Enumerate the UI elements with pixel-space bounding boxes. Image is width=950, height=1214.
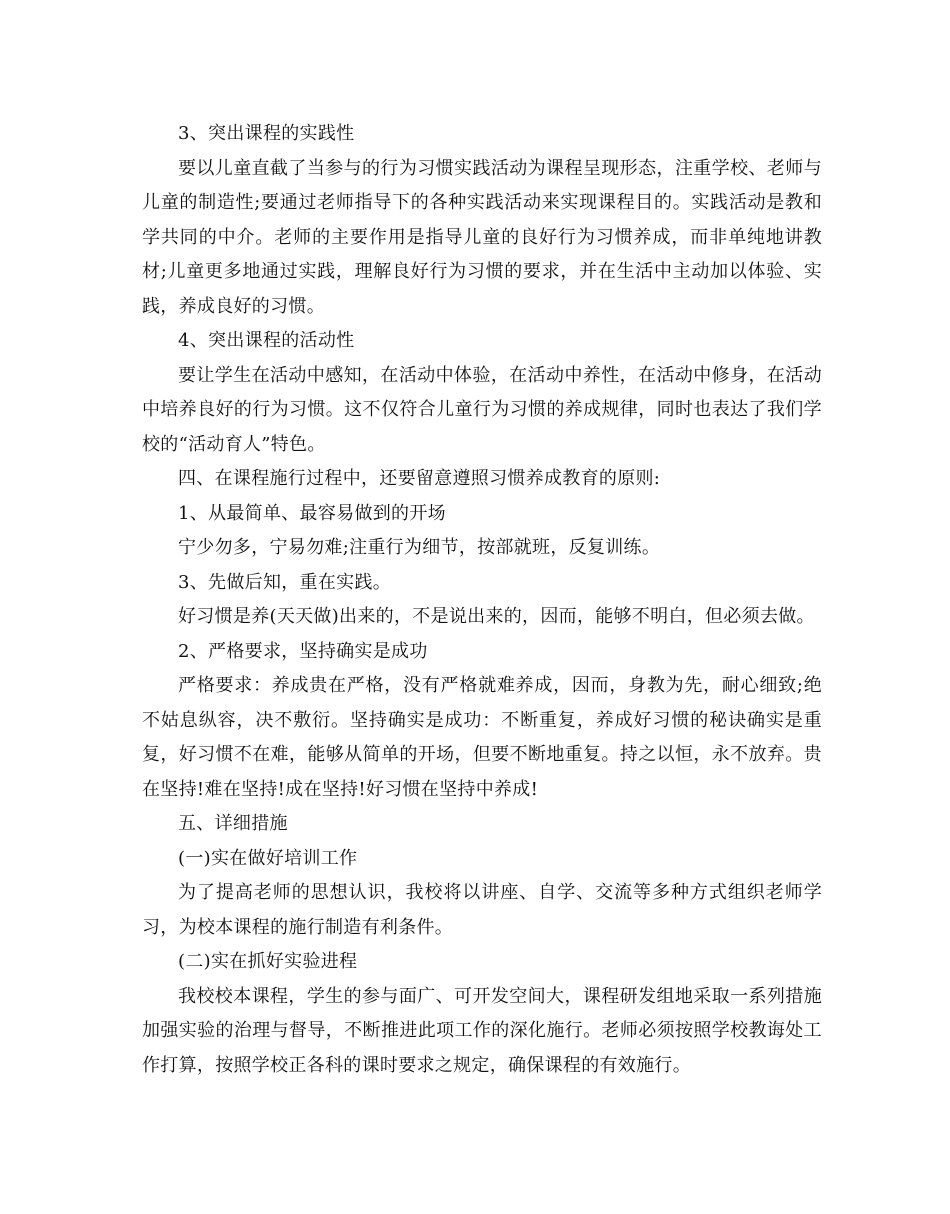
- document-body: [142, 117, 822, 1083]
- heading-practicality: 3、突出课程的实践性: [178, 123, 355, 144]
- principle-1-heading: 1、从最简单、最容易做到的开场: [178, 502, 446, 524]
- principle-3-text: 好习惯是养(天天做)出来的，不是说出来的，因而，能够不明白，但必须去做。: [178, 606, 815, 627]
- measure-1-text: 为了提高老师的思想认识，我校将以讲座、自学、交流等多种方式组织老师学习，为校本课程的施行制造有利条件。: [142, 882, 822, 938]
- heading-measures: 五、详细措施: [178, 813, 288, 834]
- paragraph-practicality: 要以儿童直截了当参与的行为习惯实践活动为课程呈现形态，注重学校、老师与儿童的制造性;要通过老师指导下的各种实践活动来实现课程目的。实践活动是教和学共同的中介。老师的主要作用是指导儿童的良好行为习惯养成，而非单纯地讲教材;儿童更多地通过实践，理解良好行为习惯的要求，并在生活中主动加以体验、实践，养成良好的习惯。: [142, 157, 822, 317]
- principle-1-text: 宁少勿多，宁易勿难;注重行为细节，按部就班，反复训练。: [178, 537, 661, 558]
- measure-2-heading: (二)实在抓好实验进程: [178, 951, 358, 972]
- principle-2-text: 严格要求：养成贵在严格，没有严格就难养成，因而，身教为先，耐心细致;绝不姑息纵容，决不敷衍。坚持确实是成功：不断重复，养成好习惯的秘诀确实是重复，好习惯不在难，能够从简单的开场，但要不断地重复。持之以恒，永不放弃。贵在坚持!难在坚持!成在坚持!好习惯在坚持中养成!: [142, 675, 822, 800]
- paragraph-activity: 要让学生在活动中感知，在活动中体验，在活动中养性，在活动中修身，在活动中培养良好的行为习惯。这不仅符合儿童行为习惯的养成规律，同时也表达了我们学校的“活动育人”特色。: [142, 364, 822, 455]
- heading-activity: 4、突出课程的活动性: [178, 330, 355, 351]
- principle-2-heading: 2、严格要求，坚持确实是成功: [178, 640, 428, 662]
- measure-1-heading: (一)实在做好培训工作: [178, 847, 358, 869]
- measure-2-text: 我校校本课程，学生的参与面广、可开发空间大，课程研发组地采取一系列措施加强实验的治理与督导，不断推进此项工作的深化施行。老师必须按照学校教诲处工作打算，按照学校正各科的课时要求之规定，确保课程的有效施行。: [142, 985, 822, 1076]
- principle-3-heading: 3、先做后知，重在实践。: [178, 571, 392, 593]
- heading-principles: 四、在课程施行过程中，还要留意遵照习惯养成教育的原则:: [178, 468, 661, 489]
